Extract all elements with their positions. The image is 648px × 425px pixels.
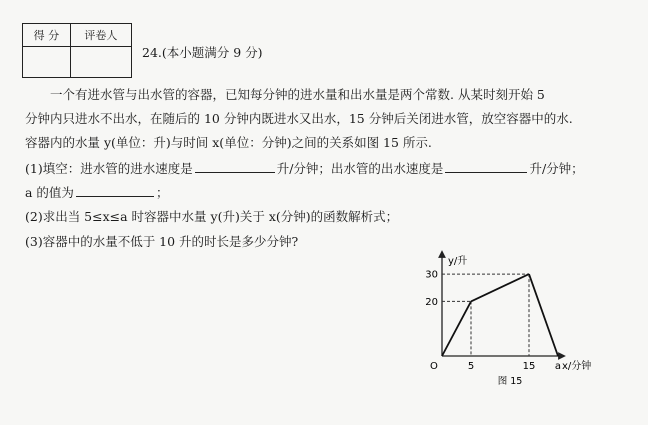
figure-caption: 图 15: [497, 376, 523, 387]
graph-segment-3: [529, 274, 558, 356]
part3-text: (3)容器中的水量不低于 10 升的时长是多少分钟?: [25, 234, 299, 249]
a-value-blank[interactable]: [76, 184, 154, 197]
x-axis-label: x/分钟: [562, 361, 592, 372]
grader-header: 评卷人: [70, 24, 131, 47]
score-table: [22, 23, 132, 78]
question-body-line-1: 一个有进水管与出水管的容器，已知每分钟的进水量和出水量是两个常数. 从某时刻开始 5: [50, 87, 545, 102]
x-tick-label-15: 15: [522, 361, 536, 372]
question-body-line-3: 容器内的水量 y(单位：升)与时间 x(单位：分钟)之间的关系如图 15 所示.: [25, 135, 432, 150]
a-value-suffix: ；: [155, 185, 169, 200]
a-value-prefix: a 的值为: [25, 185, 74, 200]
part1-line: [25, 160, 625, 177]
origin-label: O: [430, 361, 438, 372]
graph-segment-1: [442, 301, 471, 356]
question-heading: 24.(本小题满分 9 分): [142, 45, 263, 60]
y-axis-label: y/升: [448, 256, 468, 267]
outflow-rate-blank[interactable]: [445, 160, 527, 173]
y-tick-label-20: 20: [425, 296, 438, 308]
x-tick-label-5: 5: [467, 361, 475, 372]
figure-15-graph: [410, 248, 610, 388]
score-cell[interactable]: [23, 47, 71, 78]
y-tick-label-30: 30: [425, 269, 438, 281]
part1-mid2: 升/分钟；: [529, 161, 584, 176]
part1-line-2: [25, 184, 625, 201]
part1-mid1: 升/分钟；出水管的出水速度是: [276, 161, 444, 176]
inflow-rate-blank[interactable]: [195, 160, 275, 173]
question-body-line-2: 分钟内只进水不出水，在随后的 10 分钟内既进水又出水，15 分钟后关闭进水管，放空容器中的水.: [25, 111, 573, 126]
score-header: 得 分: [23, 24, 71, 47]
part2-text: (2)求出当 5≤x≤a 时容器中水量 y(升)关于 x(分钟)的函数解析式；: [25, 209, 399, 224]
grader-cell[interactable]: [70, 47, 131, 78]
graph-segment-2: [471, 274, 529, 301]
x-tick-label-a: a: [554, 361, 562, 372]
part1-prefix: (1)填空：进水管的进水速度是: [25, 161, 193, 176]
